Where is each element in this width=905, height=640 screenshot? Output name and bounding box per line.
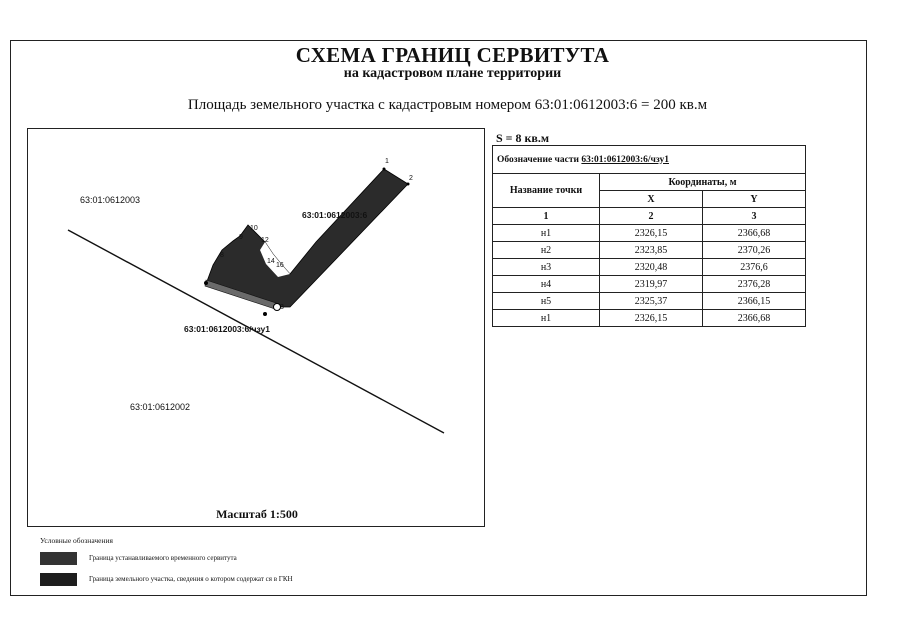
column-number-row [493, 208, 806, 225]
parcel-swatch [40, 573, 77, 586]
coordinates-table [492, 145, 806, 327]
table-header-row [493, 174, 806, 191]
vertex-marker [407, 183, 410, 186]
part-row [493, 146, 806, 174]
point-name: н4 [493, 276, 600, 293]
block-label-north: 63:01:0612003 [80, 195, 141, 205]
column-number: 1 [493, 208, 600, 225]
vertex-marker [204, 281, 208, 285]
point-x: 2320,48 [600, 259, 703, 276]
point-name: н5 [493, 293, 600, 310]
table-row [493, 242, 806, 259]
point-x: 2325,37 [600, 293, 703, 310]
point-y: 2366,15 [703, 293, 806, 310]
vertex-marker [263, 312, 267, 316]
table-row [493, 293, 806, 310]
column-header-coords: Координаты, м [600, 174, 806, 191]
point-name: н1 [493, 310, 600, 327]
part-label: Обозначение части [497, 154, 580, 165]
column-header-y: Y [703, 191, 806, 208]
column-number: 3 [703, 208, 806, 225]
point-number: 10 [250, 225, 258, 232]
legend-title: Условные обозначения [40, 536, 113, 545]
parcel-polygon [206, 169, 408, 307]
point-number: 9 [239, 234, 243, 241]
column-number: 2 [600, 208, 703, 225]
cadastral-map [27, 128, 485, 527]
part-id: 63:01:0612003:6/чзу1 [581, 154, 669, 165]
parcel-number-label: 63:01:0612003:6 [302, 210, 368, 220]
column-header-x: X [600, 191, 703, 208]
point-x: 2323,85 [600, 242, 703, 259]
document-title: СХЕМА ГРАНИЦ СЕРВИТУТА [295, 43, 610, 67]
servitude-number-label: 63:01:0612003:6/чзу1 [184, 324, 270, 334]
servitude-swatch [40, 552, 77, 565]
point-name: н3 [493, 259, 600, 276]
point-number: 2 [409, 175, 413, 182]
servitude-area: S = 8 кв.м [496, 131, 550, 145]
map-scale: Масштаб 1:500 [216, 507, 298, 521]
document-subtitle: на кадастровом плане территории [343, 66, 562, 81]
point-x: 2326,15 [600, 225, 703, 242]
column-header-name: Название точки [493, 174, 600, 208]
point-number: 12 [261, 237, 269, 244]
parcel-area-line: Площадь земельного участка с кадастровым номером 63:01:0612003:6 = 200 кв.м [187, 97, 708, 113]
vertex-marker [383, 168, 386, 171]
point-name: н2 [493, 242, 600, 259]
point-y: 2366,68 [703, 310, 806, 327]
table-row [493, 225, 806, 242]
table-row [493, 310, 806, 327]
table-row [493, 276, 806, 293]
point-y: 2370,26 [703, 242, 806, 259]
block-label-south: 63:01:0612002 [130, 402, 191, 412]
point-number: 8 [220, 252, 224, 259]
point-x: 2326,15 [600, 310, 703, 327]
point-number: 3 [280, 304, 284, 311]
point-y: 2366,68 [703, 225, 806, 242]
legend-text: Граница устанавливаемого временного сервитута [89, 554, 237, 562]
point-number: 16 [276, 262, 284, 269]
point-number: 1 [385, 158, 389, 165]
legend-text: Граница земельного участка, сведения о котором содержат ся в ГКН [89, 575, 293, 583]
point-y: 2376,28 [703, 276, 806, 293]
point-number: 14 [267, 258, 275, 265]
point-x: 2319,97 [600, 276, 703, 293]
point-y: 2376,6 [703, 259, 806, 276]
point-name: н1 [493, 225, 600, 242]
table-row [493, 259, 806, 276]
